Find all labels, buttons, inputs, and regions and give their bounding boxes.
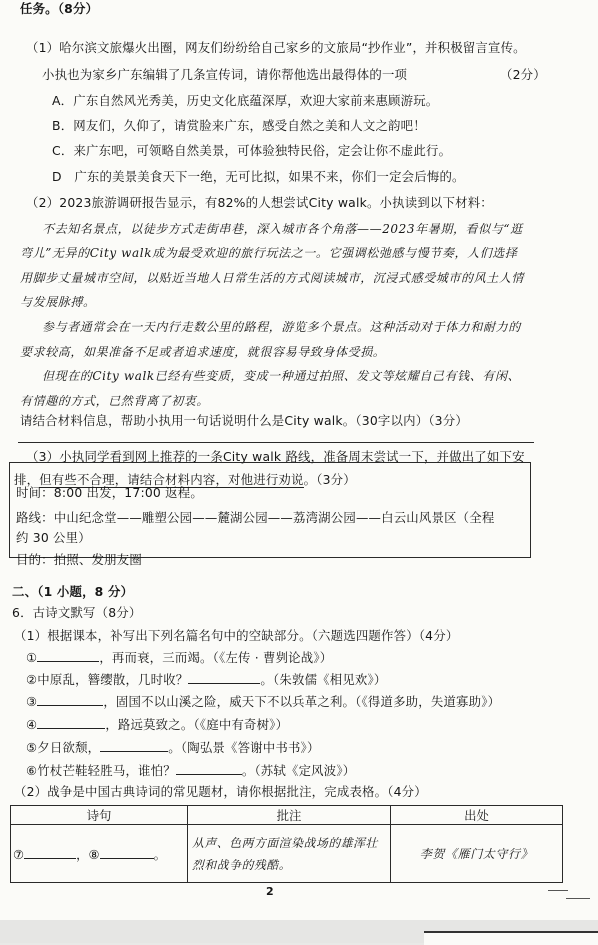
q2-question: 请结合材料信息，帮助小执用一句话说明什么是City walk。（30字以内）（3分）: [20, 413, 468, 428]
stray-mark: [548, 890, 568, 891]
stray-mark: [566, 898, 590, 899]
material-line-8: 有情趣的方式，已然背离了初衷。: [20, 394, 210, 408]
material-line-3: 用脚步丈量城市空间，以贴近当地人日常生活的方式阅读城市，沉浸式感受城市的风土人情: [20, 271, 525, 285]
cell-source: 李贺《雁门太守行》: [391, 825, 563, 883]
table-row: [11, 825, 563, 883]
plan-route-line1: 路线：中山纪念堂——雕塑公园——麓湖公园——荔湾湖公园——白云山风景区（全程: [16, 510, 495, 525]
poem-line-1: ① ，再而衰，三而竭。（《左传 · 曹刿论战》）: [26, 650, 333, 665]
answer-line: [18, 442, 534, 443]
poem-line-2: ②中原乱，簪缨散，几时收？ 。（朱敦儒《相见欢》）: [26, 672, 387, 687]
cell-poem-blanks: ⑦ ，⑧ 。: [11, 825, 188, 883]
material-line-2: 弯儿”无异的City walk成为最受欢迎的旅行玩法之一。它强调松弛感与慢节奏，人们选择: [20, 246, 518, 260]
q6-heading: 6．古诗文默写（8分）: [12, 605, 142, 620]
cell-note: 从声、色两方面渲染战场的雄浑壮 烈和战争的残酷。: [188, 825, 391, 883]
section-two-heading: 二、（1 小题，8 分）: [12, 584, 134, 599]
poem-line-6: ⑥竹杖芒鞋轻胜马，谁怕？ 。（苏轼《定风波》）: [26, 763, 356, 778]
table-header-row: [11, 806, 563, 825]
task-heading: 任务。（8分）: [20, 1, 99, 16]
material-line-7: 但现在的City walk已经有些变质，变成一种通过拍照、发文等炫耀自己有钱、有闲、: [42, 369, 521, 383]
option-b: B．网友们，久仰了，请赏脸来广东，感受自然之美和人文之韵吧！: [52, 118, 426, 133]
poem-line-4: ④ ，路远莫致之。（《庭中有奇树》）: [26, 717, 289, 732]
material-line-1: 不去知名景点，以徒步方式走街串巷，深入城市各个角落——2023年暑期，看似与“逛: [42, 222, 523, 236]
plan-route-line2: 约 30 公里）: [16, 530, 91, 545]
option-a: A．广东自然风光秀美，历史文化底蕴深厚，欢迎大家前来惠顾游玩。: [52, 93, 439, 108]
q1-score: （2分）: [500, 67, 546, 82]
material-line-6: 要求较高，如果准备不足或者追求速度，就很容易导致身体受损。: [20, 345, 386, 359]
q2-stem: （2）2023旅游调研报告显示，有82%的人想尝试City walk。小执读到以下材料：: [26, 195, 493, 210]
plan-time: 时间：8:00 出发，17:00 返程。: [16, 485, 203, 500]
page-number: 2: [266, 885, 274, 898]
header-source: 出处: [391, 806, 563, 825]
header-poem: 诗句: [11, 806, 188, 825]
option-c: C．来广东吧，可领略自然美景，可体验独特民俗，定会让你不虚此行。: [52, 143, 452, 158]
war-poem-table: [10, 805, 563, 883]
q1-stem-line1: （1）哈尔滨文旅爆火出圈，网友们纷纷给自己家乡的文旅局“抄作业”，并积极留言宣传。: [26, 40, 526, 55]
material-line-5: 参与者通常会在一天内行走数公里的路程，游览多个景点。这种活动对于体力和耐力的: [42, 320, 521, 334]
option-d: D 广东的美景美食天下一绝，无可比拟，如果不来，你们一定会后悔的。: [52, 169, 465, 184]
q3-stem-line1: （3）小执同学看到网上推荐的一条City walk 路线，准备周末尝试一下，并做出了如下安: [26, 449, 525, 464]
q1-stem-line2: 小执也为家乡广东编辑了几条宣传词，请你帮他选出最得体的一项: [42, 67, 408, 82]
q6-part2-stem: （2）战争是中国古典诗词的常见题材，请你根据批注，完成表格。（4分）: [14, 784, 427, 799]
q6-part1-stem: （1）根据课本，补写出下列名篇名句中的空缺部分。（六题选四题作答）（4分）: [14, 628, 459, 643]
material-line-4: 与发展脉搏。: [20, 295, 96, 309]
poem-line-5: ⑤夕日欲颓， 。（陶弘景《答谢中书书》）: [26, 740, 320, 755]
plan-purpose: 目的：拍照、发朋友圈: [16, 552, 142, 567]
poem-line-3: ③ ，固国不以山溪之险，威天下不以兵革之利。（《得道多助，失道寡助》）: [26, 694, 501, 709]
header-note: 批注: [188, 806, 391, 825]
q3-stem-line2: 排，但有些不合理，请结合材料内容，对他进行劝说。（3分）: [14, 472, 356, 487]
